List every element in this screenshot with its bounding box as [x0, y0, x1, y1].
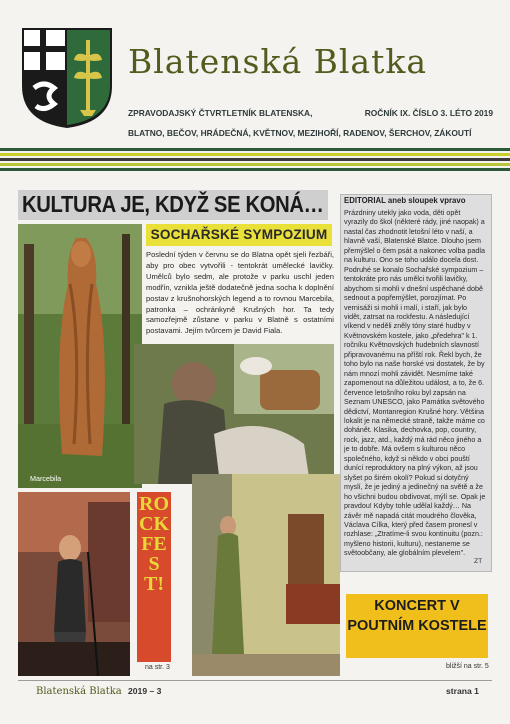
footer-name: Blatenská Blatka	[36, 686, 122, 697]
editorial-body: Prázdniny utekly jako voda, děti opět vyrazily do škol (některé rády, jiné naopak) a nastal čas zhodnotit letošní léto v naší, a hlavně vaší, Blatenské Blatce. Dlouho jsem přemýšlel o čem psát a nakonec volba padla na kulturu. Ono se toho událo docela dost. Podruhé se konalo Sochařské sympozium – tentokráte pro nás umělci tvořili lavičky, abychom si mohli v dnešní uspěchané době sednout a popřemýšlet, porozjímat. Po vernisáži si mohli i malí, i staří, jak bylo vidět, zatrsat na rockfestu. A následující víkend v neděli zněly tóny staré hudby v Květnovském kostele, jako „předehra" k 1. ročníku Květnovských hudebních slavností připravovanému na příští rok. Řekl bych, že toho bylo na naše horské vsi dostatek, že by nám mnozí mohli závidět. Nesmíme také zapomenout na důležitou událost, a to, že 6. července letošního roku byl zapsán na Seznam UNESCO, jako Památka světového dědictví, Montanregion Krušné hory. Většina lokalit je na německé straně, takže máme co dohánět. Klasika, dechovka, pop, country, rock, jazz, atd., každý má rád něco jiného a je to dobře. Má ovšem s kulturou něco společného, když si někdo v obci pouští dunící reproduktory na plný výkon, až jsou slyšet po širém okolí? Pokud si dotyčný myslí, že je jediný a jedinečný na světě a že ho všichni budou obdivovat, mýlí se. Opak je pravdou! Kdyby tohle udělal každý… Na závěr mě napadá citát moudrého člověka, Václava Cílka, který před časem pronesl v rozhlase: „Ztratíme-li svou kontinuitu (pozn.: myšleno historii, kulturu), nestaneme se světoobčany, ale globálním plevelem".	[344, 209, 486, 558]
header-stripes	[0, 148, 510, 174]
koncert-ref: bližší na str. 5	[446, 663, 489, 670]
koncert-label: KONCERT V POUTNÍM KOSTELE	[347, 598, 487, 634]
coat-of-arms-icon	[20, 26, 114, 130]
main-headline: KULTURA JE, KDYŽ SE KONÁ…	[22, 191, 324, 217]
rockfest-photo	[18, 492, 130, 676]
article-body: Poslední týden v červnu se do Blatna opět sjeli řezbáři, aby pro obec vytvořili - tentokrát umělecké lavičky. Umělců bylo sedm, ale protože v parku uschl jeden modřín, vznikla ještě dodatečně jedna socha k doplnění postav z krušnohorských legend a to rovnou Marcebila, patronka – ochránkyně Krušných hor. Ta tedy samozřejmě zůstane v parku v Blatně s ostatními postavami. Jejím tvůrcem je David Fiala.	[146, 250, 334, 336]
rockfest-label: ROCKFEST!	[139, 493, 169, 595]
editorial-signature: ZT	[474, 558, 483, 565]
masthead-title: Blatenská Blatka	[128, 42, 428, 81]
concert-photo	[192, 474, 340, 676]
issue-info: ROČNÍK IX. ČÍSLO 3. LÉTO 2019	[364, 108, 493, 118]
footer-page: strana 1	[446, 686, 479, 696]
rockfest-ref: na str. 3	[145, 664, 170, 671]
footer-rule	[18, 680, 492, 681]
editorial-title: EDITORIAL aneb sloupek vpravo	[344, 196, 466, 205]
masthead-subtitle: ZPRAVODAJSKÝ ČTVRTLETNÍK BLATENSKA,	[128, 108, 313, 118]
marcebila-caption: Marcebila	[30, 474, 62, 483]
carving-photo	[134, 344, 334, 484]
footer-issue: 2019 – 3	[128, 686, 162, 696]
marcebila-photo	[18, 224, 142, 488]
article-subheadline: SOCHAŘSKÉ SYMPOZIUM	[146, 224, 332, 246]
localities: BLATNO, BEČOV, HRÁDEČNÁ, KVĚTNOV, MEZIHOŘÍ, RADENOV, ŠERCHOV, ZÁKOUTÍ	[128, 128, 472, 138]
